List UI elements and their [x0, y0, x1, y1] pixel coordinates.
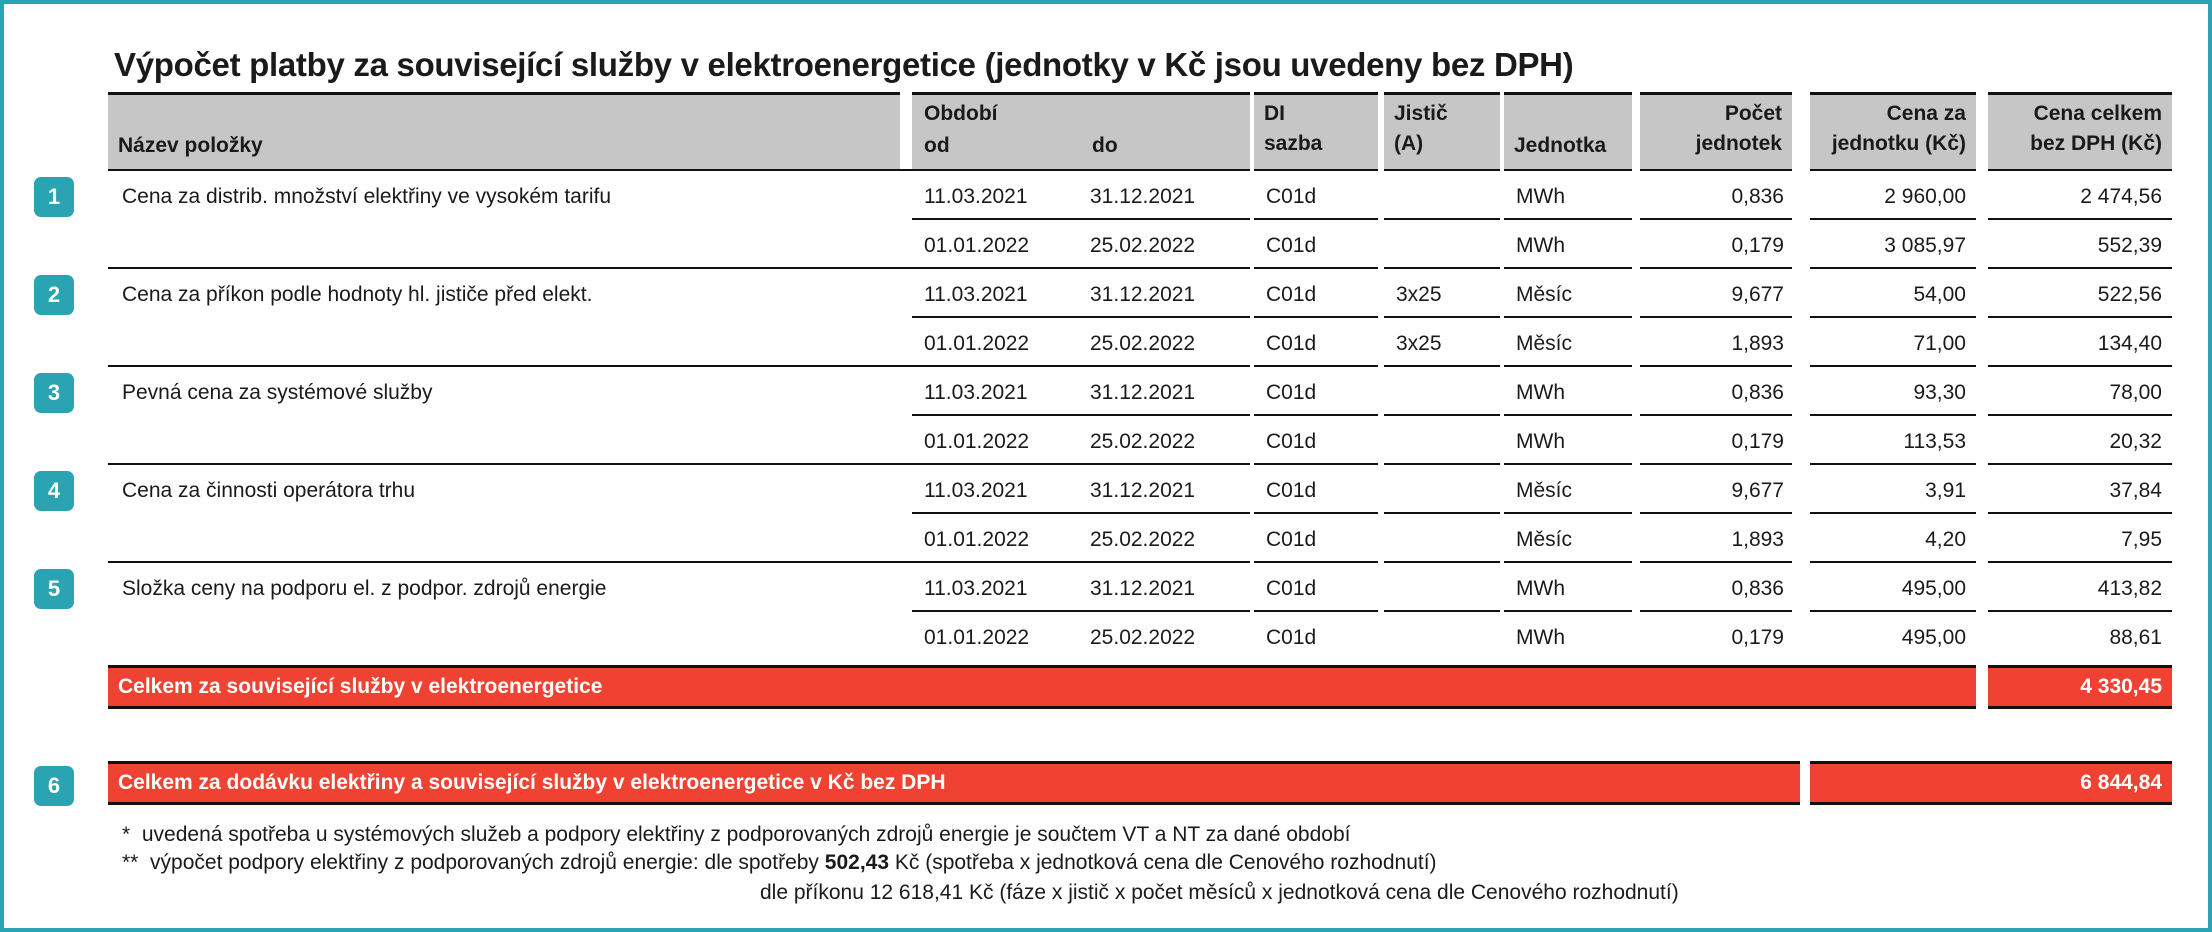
row-divider [1640, 267, 1792, 269]
cell-unit-price: 54,00 [1913, 283, 1966, 306]
cell-total: 522,56 [2097, 283, 2162, 306]
cell-di: C01d [1266, 185, 1317, 208]
row-divider [1504, 463, 1632, 465]
cell-total: 20,32 [2109, 430, 2162, 453]
header-di-line1: DI [1264, 102, 1285, 125]
cell-unit-price: 495,00 [1901, 577, 1966, 600]
subtotal-value: 4 330,45 [2080, 675, 2162, 698]
row-divider [1504, 561, 1632, 563]
row-divider [1988, 169, 2172, 171]
cell-from: 11.03.2021 [924, 577, 1028, 600]
subtotal-value-bar [1988, 665, 2172, 709]
row-divider [1254, 169, 1378, 171]
cell-total: 88,61 [2109, 626, 2162, 649]
row-divider [1810, 365, 1976, 367]
cell-unit-price: 4,20 [1925, 528, 1966, 551]
row-divider [1640, 316, 1792, 318]
row-divider [1640, 218, 1792, 220]
item-badge-3: 3 [34, 373, 74, 413]
footnote-1 [122, 822, 1350, 848]
row-divider [1254, 610, 1378, 612]
item-badge-6: 6 [34, 766, 74, 806]
row-divider [1988, 512, 2172, 514]
cell-unit-price: 113,53 [1903, 430, 1966, 453]
row-divider [1384, 414, 1500, 416]
footnote-3 [760, 880, 1679, 906]
header-unit-label: Jednotka [1514, 134, 1607, 157]
cell-count: 0,836 [1731, 381, 1784, 404]
cell-unit: MWh [1516, 234, 1565, 257]
row-divider [1504, 414, 1632, 416]
row-divider [1504, 365, 1632, 367]
row-divider [1254, 365, 1378, 367]
footnote-2 [122, 850, 1437, 876]
row-divider [1810, 267, 1976, 269]
cell-count: 1,893 [1731, 332, 1784, 355]
row-divider [1640, 365, 1792, 367]
cell-breaker: 3x25 [1396, 332, 1442, 355]
cell-di: C01d [1266, 430, 1317, 453]
row-divider [108, 463, 1008, 465]
row-divider [108, 365, 1008, 367]
row-divider [1254, 512, 1378, 514]
cell-to: 31.12.2021 [1090, 381, 1196, 404]
cell-unit: Měsíc [1516, 332, 1573, 355]
header-total [1988, 92, 2172, 169]
row-divider [1504, 169, 1632, 171]
row-divider [1640, 169, 1792, 171]
header-breaker [1384, 92, 1500, 169]
cell-to: 31.12.2021 [1090, 185, 1196, 208]
row-divider [1254, 414, 1378, 416]
cell-total: 2 474,56 [2080, 185, 2162, 208]
cell-di: C01d [1266, 626, 1317, 649]
row-divider [1384, 463, 1500, 465]
row-divider [1988, 610, 2172, 612]
cell-to: 25.02.2022 [1090, 332, 1196, 355]
header-count [1640, 92, 1792, 169]
cell-from: 11.03.2021 [924, 479, 1028, 502]
subtotal-label: Celkem za související služby v elektroenergetice [118, 675, 603, 698]
row-divider [1810, 316, 1976, 318]
cell-from: 01.01.2022 [924, 626, 1030, 649]
row-divider [1504, 316, 1632, 318]
row-divider [1810, 414, 1976, 416]
row-divider [1384, 610, 1500, 612]
row-divider [108, 561, 1008, 563]
item-badge-5: 5 [34, 569, 74, 609]
row-divider [1384, 169, 1500, 171]
cell-from: 11.03.2021 [924, 381, 1028, 404]
cell-to: 25.02.2022 [1090, 528, 1196, 551]
header-count-line2: jednotek [1695, 132, 1782, 155]
row-divider [1384, 316, 1500, 318]
row-divider [1988, 414, 2172, 416]
item-name: Složka ceny na podporu el. z podpor. zdrojů energie [122, 577, 607, 600]
cell-from: 01.01.2022 [924, 430, 1030, 453]
row-divider [1810, 561, 1976, 563]
header-period [912, 92, 1250, 169]
footnote-1-text: uvedená spotřeba u systémových služeb a podpory elektřiny z podporovaných zdrojů energie je součtem VT a NT za dané období [141, 823, 1351, 846]
row-divider [1384, 365, 1500, 367]
row-divider [1384, 512, 1500, 514]
item-badge-4: 4 [34, 471, 74, 511]
row-divider [1988, 561, 2172, 563]
row-divider [108, 267, 1008, 269]
row-divider [1640, 463, 1792, 465]
cell-unit: MWh [1516, 577, 1565, 600]
row-divider [1254, 561, 1378, 563]
header-item-name [108, 92, 900, 169]
row-divider [1640, 512, 1792, 514]
cell-unit: Měsíc [1516, 283, 1573, 306]
row-divider [912, 365, 1250, 367]
row-divider [1504, 610, 1632, 612]
item-name: Cena za distrib. množství elektřiny ve vysokém tarifu [122, 185, 612, 208]
grand-total-label-bar [108, 761, 1800, 805]
row-divider [1988, 365, 2172, 367]
cell-unit: MWh [1516, 626, 1565, 649]
cell-to: 31.12.2021 [1090, 577, 1196, 600]
cell-di: C01d [1266, 577, 1317, 600]
cell-total: 552,39 [2097, 234, 2162, 257]
cell-breaker: 3x25 [1396, 283, 1442, 306]
cell-count: 9,677 [1731, 479, 1784, 502]
cell-total: 413,82 [2097, 577, 2162, 600]
cell-unit-price: 71,00 [1913, 332, 1966, 355]
header-period-label: Období [924, 102, 998, 125]
header-count-line1: Počet [1724, 102, 1782, 125]
header-unit-price-line2: jednotku (Kč) [1831, 132, 1966, 155]
cell-from: 11.03.2021 [924, 185, 1028, 208]
cell-di: C01d [1266, 528, 1317, 551]
row-divider [1254, 316, 1378, 318]
cell-total: 37,84 [2109, 479, 2162, 502]
cell-count: 1,893 [1731, 528, 1784, 551]
item-name: Pevná cena za systémové služby [122, 381, 433, 404]
cell-from: 11.03.2021 [924, 283, 1028, 306]
row-divider [1384, 267, 1500, 269]
row-divider [1384, 218, 1500, 220]
footnote-1-mark: * [122, 823, 131, 846]
cell-count: 0,179 [1731, 430, 1784, 453]
cell-di: C01d [1266, 234, 1317, 257]
row-divider [1988, 463, 2172, 465]
cell-total: 7,95 [2121, 528, 2162, 551]
header-di [1254, 92, 1378, 169]
header-di-line2: sazba [1264, 132, 1323, 155]
row-divider [108, 169, 1008, 171]
cell-unit-price: 3 085,97 [1884, 234, 1966, 257]
cell-total: 134,40 [2097, 332, 2162, 355]
cell-count: 9,677 [1731, 283, 1784, 306]
cell-total: 78,00 [2109, 381, 2162, 404]
row-divider [912, 316, 1250, 318]
cell-unit: MWh [1516, 381, 1565, 404]
cell-from: 01.01.2022 [924, 234, 1030, 257]
row-divider [1254, 463, 1378, 465]
header-unit-price-line1: Cena za [1886, 102, 1966, 125]
row-divider [912, 463, 1250, 465]
header-breaker-line1: Jistič [1394, 102, 1448, 125]
row-divider [1988, 218, 2172, 220]
row-divider [1810, 169, 1976, 171]
row-divider [1254, 267, 1378, 269]
cell-from: 01.01.2022 [924, 528, 1030, 551]
cell-to: 31.12.2021 [1090, 479, 1196, 502]
row-divider [1810, 218, 1976, 220]
grand-total-label: Celkem za dodávku elektřiny a související služby v elektroenergetice v Kč bez DPH [118, 771, 946, 794]
row-divider [1254, 218, 1378, 220]
footnote-3-text: dle příkonu 12 618,41 Kč (fáze x jistič x počet měsíců x jednotková cena dle Cenového rozhodnutí) [760, 881, 1679, 904]
header-total-line1: Cena celkem [2033, 102, 2162, 125]
row-divider [1504, 267, 1632, 269]
cell-unit: MWh [1516, 430, 1565, 453]
cell-count: 0,179 [1731, 626, 1784, 649]
cell-unit-price: 2 960,00 [1884, 185, 1966, 208]
footnote-2-suffix: Kč (spotřeba x jednotková cena dle Cenového rozhodnutí) [894, 851, 1437, 874]
footnote-2-prefix: výpočet podpory elektřiny z podporovaných zdrojů energie: dle spotřeby [150, 851, 819, 874]
row-divider [912, 561, 1250, 563]
header-total-line2: bez DPH (Kč) [2030, 132, 2162, 155]
row-divider [912, 610, 1250, 612]
footnote-2-amount: 502,43 [824, 851, 890, 874]
row-divider [912, 512, 1250, 514]
item-name: Cena za činnosti operátora trhu [122, 479, 416, 502]
item-name: Cena za příkon podle hodnoty hl. jističe před elekt. [122, 283, 593, 306]
row-divider [1640, 561, 1792, 563]
row-divider [1504, 512, 1632, 514]
cell-di: C01d [1266, 283, 1317, 306]
row-divider [912, 267, 1250, 269]
header-unit [1504, 92, 1632, 169]
row-divider [1810, 512, 1976, 514]
cell-unit-price: 93,30 [1913, 381, 1966, 404]
footnote-2-mark: ** [122, 851, 139, 874]
subtotal-label-bar [108, 665, 1976, 709]
cell-count: 0,836 [1731, 577, 1784, 600]
cell-count: 0,836 [1731, 185, 1784, 208]
cell-to: 31.12.2021 [1090, 283, 1196, 306]
cell-to: 25.02.2022 [1090, 626, 1196, 649]
header-from-label: od [924, 134, 950, 157]
header-item-name-label: Název položky [118, 134, 263, 157]
row-divider [1810, 463, 1976, 465]
cell-unit-price: 495,00 [1901, 626, 1966, 649]
row-divider [1640, 414, 1792, 416]
cell-count: 0,179 [1731, 234, 1784, 257]
cell-to: 25.02.2022 [1090, 430, 1196, 453]
grand-total-value: 6 844,84 [2080, 771, 2162, 794]
header-breaker-line2: (A) [1394, 132, 1424, 155]
item-badge-1: 1 [34, 177, 74, 217]
cell-di: C01d [1266, 479, 1317, 502]
row-divider [1988, 267, 2172, 269]
document-title: Výpočet platby za související služby v elektroenergetice (jednotky v Kč jsou uvedeny bez DPH) [114, 46, 1574, 83]
cell-unit-price: 3,91 [1925, 479, 1966, 502]
row-divider [1384, 561, 1500, 563]
row-divider [1640, 610, 1792, 612]
item-badge-2: 2 [34, 275, 74, 315]
row-divider [1810, 610, 1976, 612]
row-divider [1504, 218, 1632, 220]
row-divider [912, 414, 1250, 416]
cell-di: C01d [1266, 381, 1317, 404]
cell-di: C01d [1266, 332, 1317, 355]
grand-total-value-bar [1810, 761, 2172, 805]
row-divider [912, 218, 1250, 220]
header-unit-price [1810, 92, 1976, 169]
cell-unit: Měsíc [1516, 528, 1573, 551]
cell-unit: MWh [1516, 185, 1565, 208]
cell-unit: Měsíc [1516, 479, 1573, 502]
row-divider [912, 169, 1250, 171]
cell-from: 01.01.2022 [924, 332, 1030, 355]
cell-to: 25.02.2022 [1090, 234, 1196, 257]
row-divider [1988, 316, 2172, 318]
header-to-label: do [1092, 134, 1118, 157]
